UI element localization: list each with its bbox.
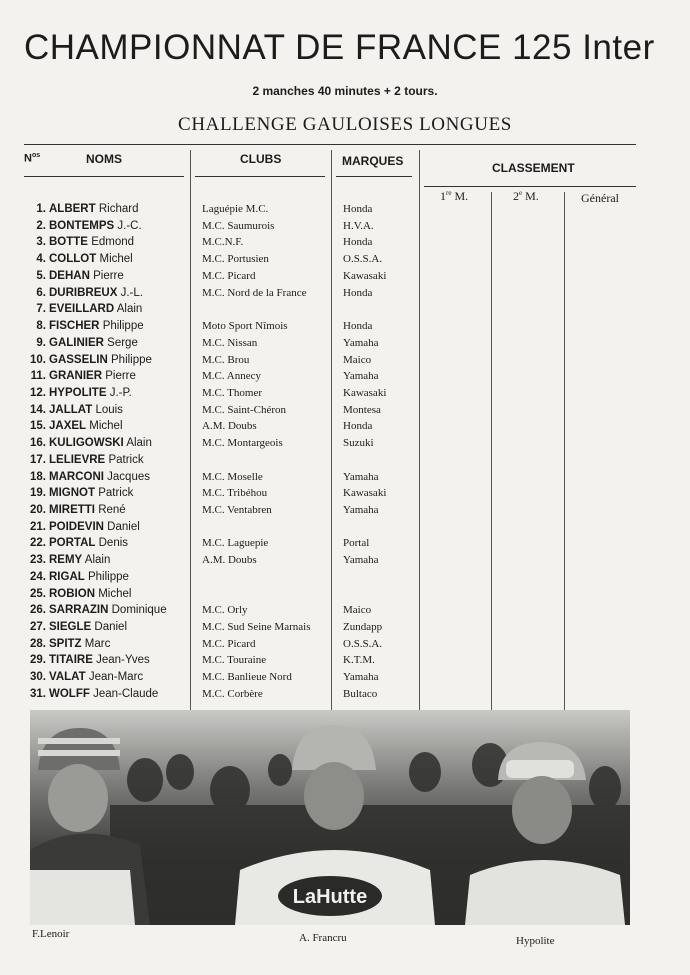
rider-name — [49, 303, 142, 315]
challenge-title: CHALLENGE GAULOISES LONGUES — [178, 114, 512, 135]
rider-first-name: J.-C. — [117, 219, 142, 232]
rider-number: 2. — [36, 219, 46, 232]
rider-last-name: REMY — [49, 554, 83, 567]
rider-row — [0, 454, 420, 471]
rider-club: M.C. Corbère — [202, 687, 263, 700]
column-rule — [564, 192, 565, 710]
rider-first-name: Patrick — [108, 453, 144, 466]
column-header-round-1: 1re M. — [440, 189, 469, 203]
rider-row — [0, 220, 420, 237]
rider-brand: Yamaha — [343, 554, 379, 567]
rider-row — [0, 320, 420, 337]
rider-first-name: Alain — [126, 437, 152, 450]
rider-number: 8. — [36, 320, 46, 332]
rider-brand: Yamaha — [343, 671, 379, 684]
rider-number: 30. — [30, 671, 46, 684]
column-header-number: $N^{os}$ — [24, 152, 41, 165]
rider-brand: Montesa — [343, 403, 381, 416]
rider-brand: Honda — [343, 286, 373, 299]
rider-name — [49, 354, 152, 366]
rider-name — [49, 203, 138, 215]
rider-club: M.C. Nissan — [202, 336, 258, 349]
rider-name — [49, 571, 129, 583]
rider-club: A.M. Doubs — [202, 554, 257, 567]
rider-name — [49, 654, 150, 666]
rider-club: M.C. Brou — [202, 353, 250, 366]
rider-name — [49, 287, 143, 299]
rider-last-name: DEHAN — [49, 269, 90, 282]
rider-first-name: Pierre — [105, 370, 136, 383]
rider-first-name: Philippe — [102, 320, 144, 332]
rider-first-name: Michel — [98, 587, 132, 600]
divider — [195, 176, 325, 177]
rider-name — [49, 404, 123, 416]
rider-name — [49, 671, 143, 683]
rider-row — [0, 554, 420, 571]
rider-first-name: René — [98, 504, 126, 516]
rider-name — [49, 554, 110, 566]
column-header-names: NOMS — [86, 152, 122, 166]
rider-brand: Yamaha — [343, 504, 379, 516]
photo-illustration — [30, 710, 630, 925]
rider-brand: H.V.A. — [343, 219, 374, 232]
rider-last-name: COLLOT — [49, 253, 97, 266]
rider-brand: Bultaco — [343, 687, 378, 700]
rider-first-name: Jean-Yves — [96, 654, 150, 667]
page-title: CHAMPIONNAT DE FRANCE 125 Inter — [24, 28, 655, 67]
rider-brand: O.S.S.A. — [343, 637, 383, 650]
rider-last-name: DURIBREUX — [49, 286, 118, 299]
rider-first-name: Michel — [89, 420, 123, 433]
rider-row — [0, 571, 420, 588]
rider-row — [0, 437, 420, 454]
rider-brand: Yamaha — [343, 336, 379, 349]
rider-number: 4. — [36, 253, 46, 266]
rider-row — [0, 404, 420, 421]
rider-row — [0, 471, 420, 488]
rider-name — [49, 437, 152, 449]
rider-brand: Kawasaki — [343, 386, 387, 399]
rider-last-name: KULIGOWSKI — [49, 437, 124, 450]
column-header-overall: Général — [581, 191, 619, 205]
rider-name — [49, 604, 167, 616]
rider-first-name: Denis — [98, 537, 129, 550]
rider-name — [49, 370, 136, 382]
rider-name — [49, 236, 134, 248]
rider-last-name: EVEILLARD — [49, 303, 115, 316]
divider — [336, 176, 412, 177]
rider-number: 3. — [36, 236, 46, 249]
rider-club: M.C. Annecy — [202, 370, 261, 383]
rider-name — [49, 420, 123, 432]
rider-last-name: MARCONI — [49, 470, 104, 483]
rider-club: M.C. Sud Seine Marnais — [202, 621, 311, 633]
rider-name — [49, 220, 142, 232]
rider-last-name: BONTEMPS — [49, 219, 115, 232]
rider-name — [49, 253, 133, 265]
rider-club: M.C. Nord de la France — [202, 286, 307, 299]
rider-row — [0, 420, 420, 437]
rider-last-name: PORTAL — [49, 537, 96, 550]
rider-brand: Maico — [343, 353, 372, 366]
rider-last-name: FISCHER — [49, 320, 100, 332]
rider-number: 10. — [30, 353, 46, 366]
rider-club: Moto Sport Nîmois — [202, 320, 288, 332]
rider-brand: Honda — [343, 420, 373, 433]
rider-first-name: Serge — [107, 336, 138, 349]
rider-club: M.C. Montargeois — [202, 437, 283, 450]
rider-number: 19. — [30, 487, 46, 500]
rider-last-name: HYPOLITE — [49, 386, 107, 399]
rider-row — [0, 688, 420, 705]
rider-name — [49, 537, 128, 549]
rider-row — [0, 287, 420, 304]
rider-number: 12. — [30, 386, 46, 399]
rider-name — [49, 337, 138, 349]
rider-number: 14. — [30, 403, 46, 416]
rider-row — [0, 537, 420, 554]
rider-row — [0, 504, 420, 521]
rider-number: 29. — [30, 654, 46, 667]
rider-first-name: Richard — [98, 203, 139, 215]
rider-brand: Honda — [343, 320, 373, 332]
rider-club: M.C. Ventabren — [202, 504, 272, 516]
column-header-clubs: CLUBS — [240, 152, 282, 166]
rider-last-name: POIDEVIN — [49, 520, 104, 533]
rider-last-name: MIGNOT — [49, 487, 95, 500]
rider-last-name: SARRAZIN — [49, 604, 109, 617]
rider-row — [0, 354, 420, 371]
rider-row — [0, 253, 420, 270]
rider-club: M.C. Picard — [202, 269, 256, 282]
rider-first-name: Jean-Marc — [88, 671, 144, 684]
rider-brand: Kawasaki — [343, 269, 387, 282]
rider-row — [0, 236, 420, 253]
rider-club: M.C. Laguepie — [202, 537, 269, 550]
rider-number: 15. — [30, 420, 46, 433]
rider-number: 28. — [30, 637, 46, 650]
rider-row — [0, 604, 420, 621]
rider-first-name: J.-L. — [120, 286, 143, 299]
rider-last-name: JAXEL — [49, 420, 87, 433]
race-photo — [30, 710, 630, 925]
rider-first-name: Louis — [95, 403, 123, 416]
header-rule — [24, 144, 636, 145]
rider-brand: Honda — [343, 236, 373, 249]
rider-first-name: Jacques — [107, 470, 150, 483]
rider-number: 6. — [36, 286, 46, 299]
rider-brand: Yamaha — [343, 470, 379, 483]
rider-name — [49, 638, 110, 650]
rider-number: 23. — [30, 554, 46, 567]
rider-brand: Kawasaki — [343, 487, 387, 500]
photo-caption-middle: A. Francru — [299, 932, 347, 944]
rider-name — [49, 504, 126, 516]
rider-brand: Portal — [343, 537, 370, 550]
rider-number: 1. — [36, 203, 46, 215]
race-format: 2 manches 40 minutes + 2 tours. — [252, 84, 438, 98]
rider-last-name: MIRETTI — [49, 504, 95, 516]
rider-number: 5. — [36, 269, 46, 282]
rider-first-name: Michel — [99, 253, 133, 266]
rider-name — [49, 487, 133, 499]
rider-row — [0, 337, 420, 354]
rider-name — [49, 270, 124, 282]
rider-last-name: GRANIER — [49, 370, 103, 383]
rider-last-name: ROBION — [49, 587, 95, 600]
rider-first-name: Alain — [84, 554, 111, 567]
column-rule — [491, 192, 492, 710]
rider-row — [0, 521, 420, 538]
rider-brand: Yamaha — [343, 370, 379, 383]
rider-number: 18. — [30, 470, 46, 483]
rider-last-name: SPITZ — [49, 637, 82, 650]
rider-number: 20. — [30, 504, 46, 516]
rider-first-name: Daniel — [94, 621, 127, 633]
rider-first-name: Philippe — [87, 570, 129, 583]
rider-name — [49, 320, 144, 332]
rider-name — [49, 621, 127, 633]
rider-number: 25. — [30, 587, 46, 600]
rider-club: M.C. Banlieue Nord — [202, 671, 292, 684]
rider-last-name: GALINIER — [49, 336, 104, 349]
rider-club: M.C. Touraine — [202, 654, 267, 667]
rider-last-name: WOLFF — [49, 687, 90, 700]
rider-first-name: Patrick — [98, 487, 134, 500]
rider-number: 9. — [36, 336, 46, 349]
rider-row — [0, 370, 420, 387]
rider-brand: Suzuki — [343, 437, 374, 450]
rider-row — [0, 638, 420, 655]
rider-club: M.C. Thomer — [202, 386, 262, 399]
rider-number: 16. — [30, 437, 46, 450]
rider-row — [0, 621, 420, 638]
divider — [424, 186, 636, 187]
svg-text:LaHutte: LaHutte — [292, 886, 368, 908]
rider-number: 11. — [30, 370, 46, 383]
rider-last-name: SIEGLE — [49, 621, 92, 633]
rider-first-name: Philippe — [111, 353, 152, 366]
photo-caption-right: Hypolite — [516, 935, 555, 947]
rider-name — [49, 471, 150, 483]
rider-number: 24. — [30, 570, 46, 583]
rider-last-name: ALBERT — [49, 203, 96, 215]
rider-first-name: Edmond — [91, 236, 135, 249]
rider-first-name: Alain — [116, 303, 143, 316]
rider-row — [0, 487, 420, 504]
rider-row — [0, 671, 420, 688]
rider-club: Laguépie M.C. — [202, 203, 269, 215]
rider-last-name: GASSELIN — [49, 353, 108, 366]
rider-club: M.C. Orly — [202, 604, 248, 617]
rider-row — [0, 588, 420, 605]
rider-brand: Honda — [343, 203, 373, 215]
rider-row — [0, 654, 420, 671]
rider-first-name: Dominique — [111, 604, 167, 617]
rider-brand: O.S.S.A. — [343, 253, 383, 266]
rider-name — [49, 688, 158, 700]
rider-last-name: RIGAL — [49, 570, 85, 583]
rider-row — [0, 203, 420, 220]
rider-brand: Zundapp — [343, 621, 383, 633]
rider-name — [49, 387, 132, 399]
rider-first-name: Daniel — [107, 520, 140, 533]
rider-last-name: VALAT — [49, 671, 86, 684]
rider-number: 26. — [30, 604, 46, 617]
rider-row — [0, 387, 420, 404]
rider-club: M.C.N.F. — [202, 236, 244, 249]
rider-number: 22. — [30, 537, 46, 550]
rider-last-name: JALLAT — [49, 403, 93, 416]
rider-last-name: BOTTE — [49, 236, 88, 249]
column-header-brands: MARQUES — [342, 154, 404, 168]
rider-number: 31. — [30, 687, 46, 700]
column-header-ranking: CLASSEMENT — [492, 161, 575, 175]
rider-brand: Maico — [343, 604, 372, 617]
rider-first-name: Pierre — [93, 269, 124, 282]
rider-club: M.C. Saumurois — [202, 219, 275, 232]
rider-number: 7. — [36, 303, 46, 316]
rider-brand: K.T.M. — [343, 654, 375, 667]
rider-first-name: Marc — [84, 637, 111, 650]
rider-first-name: Jean-Claude — [93, 687, 159, 700]
photo-caption-left: F.Lenoir — [32, 928, 70, 940]
rider-row — [0, 303, 420, 320]
rider-number: 27. — [30, 621, 46, 633]
rider-name — [49, 521, 140, 533]
rider-club: M.C. Portusien — [202, 253, 269, 266]
column-header-round-2: 2e M. — [513, 189, 539, 203]
rider-last-name: TITAIRE — [49, 654, 93, 667]
rider-last-name: LELIEVRE — [49, 453, 106, 466]
rider-name — [49, 454, 144, 466]
rider-name — [49, 588, 131, 600]
rider-number: 21. — [30, 520, 46, 533]
rider-first-name: J.-P. — [109, 386, 132, 399]
divider — [24, 176, 184, 177]
rider-club: M.C. Saint-Chéron — [202, 403, 287, 416]
rider-club: M.C. Picard — [202, 637, 256, 650]
rider-row — [0, 270, 420, 287]
rider-number: 17. — [30, 453, 46, 466]
rider-club: A.M. Doubs — [202, 420, 257, 433]
rider-club: M.C. Tribéhou — [202, 487, 268, 500]
rider-club: M.C. Moselle — [202, 470, 263, 483]
